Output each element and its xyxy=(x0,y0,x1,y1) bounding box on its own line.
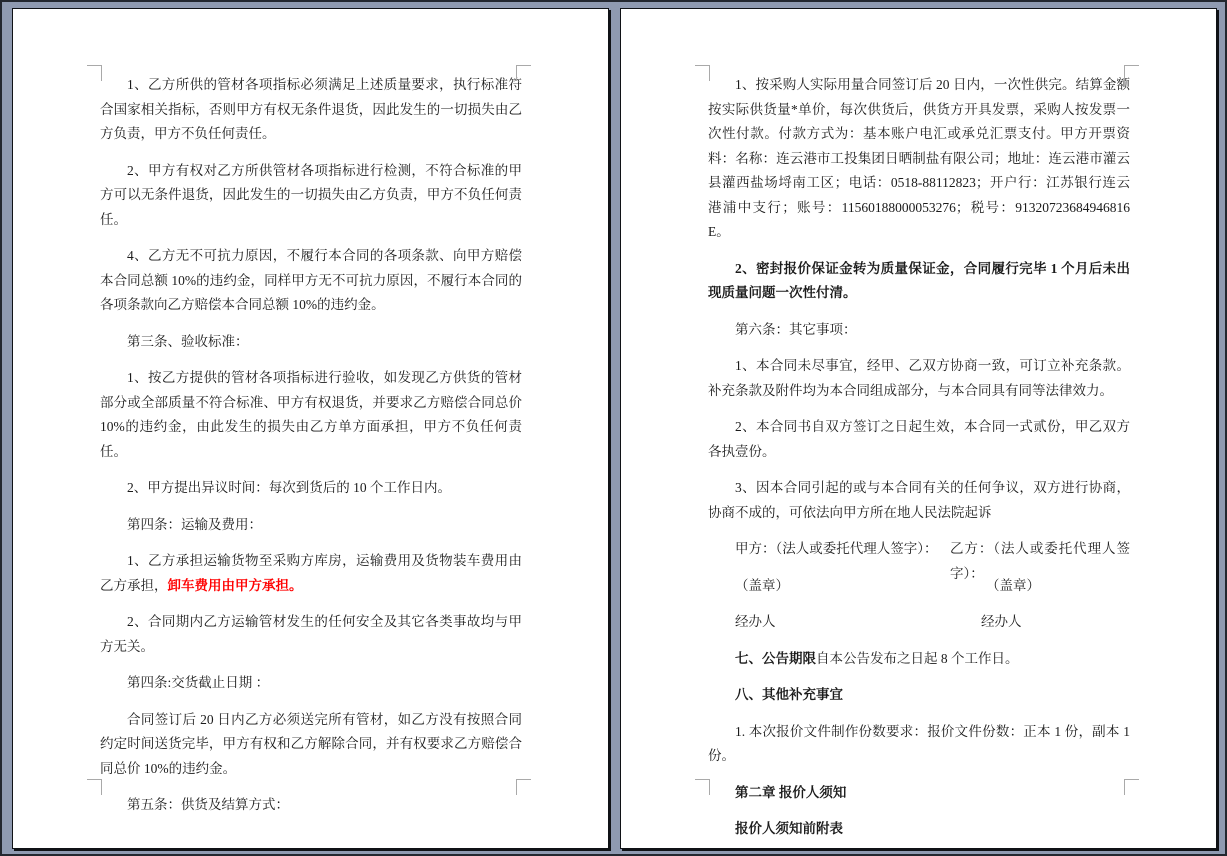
text-run: 1、本合同未尽事宜，经甲、乙双方协商一致，可订立补充条款。补充条款及附件均为本合同组成部分，与本合同具有同等法律效力。 xyxy=(708,358,1130,398)
text-run: 2、甲方有权对乙方所供管材各项指标进行检测，不符合标准的甲方可以无条件退货，因此发生的一切损失由乙方负责，甲方不负任何责任。 xyxy=(100,162,522,227)
margin-mark-top-left xyxy=(87,65,102,81)
text-run: 2、本合同书自双方签订之日起生效，本合同一式贰份，甲乙双方各执壹份。 xyxy=(708,419,1130,459)
text-run: 2、密封报价保证金转为质量保证金，合同履行完毕 1 个月后未出现质量问题一次性付清。 xyxy=(708,260,1130,300)
document-paragraph xyxy=(100,330,522,355)
document-paragraph xyxy=(100,244,522,318)
margin-mark-bottom-right xyxy=(516,779,531,795)
signature-row xyxy=(708,610,1130,635)
text-run: 1. 本次报价文件制作份数要求：报价文件份数：正本 1 份，副本 1 份。 xyxy=(708,723,1130,763)
text-run: 3、因本合同引起的或与本合同有关的任何争议，双方进行协商，协商不成的，可依法向甲方所在地人民法院起诉 xyxy=(708,480,1130,520)
document-paragraph xyxy=(100,671,522,696)
text-run: 八、其他补充事宜 xyxy=(735,687,843,702)
text-run: 合同签订后 20 日内乙方必须送完所有管材，如乙方没有按照合同约定时间送货完毕，甲方有权和乙方解除合同，并有权要求乙方赔偿合同总价 10%的违约金。 xyxy=(100,711,522,776)
document-paragraph xyxy=(100,549,522,598)
text-run: 1、乙方所供的管材各项指标必须满足上述质量要求，执行标准符合国家相关指标，否则甲方有权无条件退货，因此发生的一切损失由乙方负责，甲方不负任何责任。 xyxy=(100,77,522,141)
text-run: 第五条：供货及结算方式： xyxy=(127,797,289,812)
margin-mark-top-right xyxy=(1124,65,1139,81)
signature-label-left: 经办人 xyxy=(735,614,776,629)
page-2[interactable] xyxy=(620,8,1217,849)
text-run: 第四条：运输及费用： xyxy=(127,516,262,532)
signature-label-right: 乙方：（法人或委托代理人签字）： xyxy=(950,541,1130,581)
document-paragraph xyxy=(708,647,1130,672)
margin-mark-bottom-left xyxy=(695,779,710,795)
document-paragraph xyxy=(100,73,522,147)
page-1[interactable] xyxy=(12,8,609,849)
text-run: 1、乙方承担运输货物至采购方库房，运输费用及货物装车费用由乙方承担， xyxy=(100,553,522,593)
document-paragraph xyxy=(708,781,1130,806)
text-run: 第三条、验收标准： xyxy=(127,333,249,349)
signature-label-right: （盖章） xyxy=(986,577,1040,593)
text-run: 1、按乙方提供的管材各项指标进行验收，如发现乙方供货的管材部分或全部质量不符合标准、甲方有权退货，并要求乙方赔偿合同总价 10%的违约金，由此发生的损失由乙方单方面承担，甲方不负任何责任。 xyxy=(100,370,522,459)
document-paragraph xyxy=(708,354,1130,403)
document-paragraph xyxy=(708,415,1130,464)
document-paragraph xyxy=(708,318,1130,343)
signature-row xyxy=(708,574,1130,599)
text-run: 报价人须知前附表 xyxy=(735,821,843,836)
text-run: 2、甲方提出异议时间：每次到货后的 10 个工作日内。 xyxy=(127,480,451,495)
signature-label-left: （盖章） xyxy=(735,577,789,593)
margin-mark-top-right xyxy=(516,65,531,81)
document-paragraph xyxy=(100,476,522,501)
text-run: 第四条:交货截止日期 ： xyxy=(127,675,270,690)
document-paragraph xyxy=(708,73,1130,245)
signature-label-right: 经办人 xyxy=(981,614,1022,629)
signature-label-left: 甲方：（法人或委托代理人签字）： xyxy=(735,541,938,556)
document-paragraph xyxy=(708,683,1130,708)
text-run: 七、公告期限 xyxy=(735,650,816,666)
text-run: 第二章 报价人须知 xyxy=(735,784,847,800)
document-paragraph xyxy=(100,708,522,782)
text-run: 自本公告发布之日起 8 个工作日。 xyxy=(816,650,1019,666)
page-1-text-area xyxy=(100,73,522,818)
document-paragraph xyxy=(708,817,1130,842)
red-clause-text: 卸车费用由甲方承担。 xyxy=(167,577,303,593)
text-run: 1、按采购人实际用量合同签订后 20 日内，一次性供完。结算金额按实际供货量*单价，每次供货后，供货方开具发票，采购人按发票一次性付款。付款方式为：基本账户电汇或承兑汇票支付。甲方开票资料：名称：连云港市工投集团日晒制盐有限公司；地址：连云港市灌云县灌西盐场埒南工区；电话：0518-88112823；开户行：江苏银行连云港浦中支行；账号：11560188000053276；税号：91320723684946816E。 xyxy=(708,77,1130,239)
text-run: 2、合同期内乙方运输管材发生的任何安全及其它各类事故均与甲方无关。 xyxy=(100,614,522,654)
document-paragraph xyxy=(100,366,522,464)
margin-mark-bottom-left xyxy=(87,779,102,795)
document-paragraph xyxy=(100,793,522,818)
document-paragraph xyxy=(100,513,522,538)
margin-mark-bottom-right xyxy=(1124,779,1139,795)
document-paragraph xyxy=(708,257,1130,306)
text-run: 4、乙方无不可抗力原因，不履行本合同的各项条款、向甲方赔偿本合同总额 10%的违约金，同样甲方无不可抗力原因，不履行本合同的各项条款向乙方赔偿本合同总额 10%的违约金。 xyxy=(100,248,522,312)
text-run: 第六条：其它事项： xyxy=(735,321,857,337)
document-paragraph xyxy=(100,610,522,659)
margin-mark-top-left xyxy=(695,65,710,81)
document-paragraph xyxy=(100,159,522,233)
document-paragraph xyxy=(708,720,1130,769)
document-paragraph xyxy=(708,476,1130,525)
page-2-text-area xyxy=(708,73,1130,842)
signature-row xyxy=(708,537,1130,581)
